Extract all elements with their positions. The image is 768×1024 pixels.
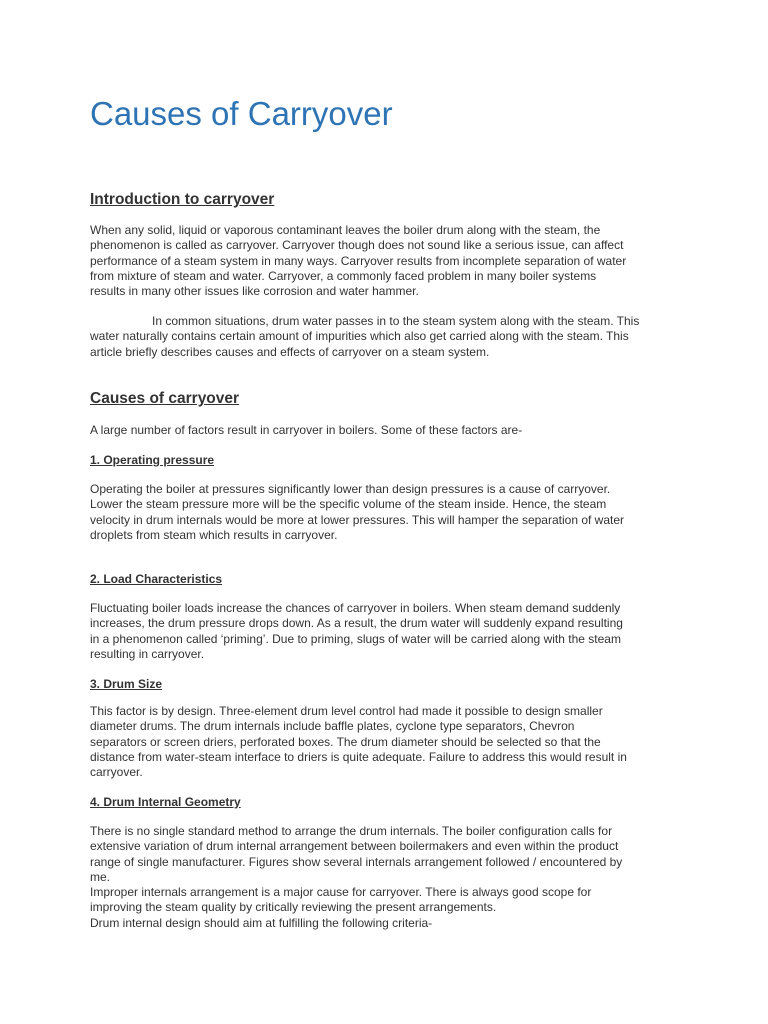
page-title: Causes of Carryover [90,95,393,132]
text-line: water naturally contains certain amount of impurities which also get carried along with the steam. This [90,329,629,344]
text-line: extensive variation of drum internal arrangement between boilermakers and even within the product [90,839,619,854]
text-line: velocity in drum internals would be more at lower pressures. This will hamper the separation of water [90,512,625,527]
text-line: There is no single standard method to arrange the drum internals. The boiler configuration calls for [90,824,613,838]
text-line: phenomenon is called as carryover. Carryover though does not sound like a serious issue, can affect [90,238,624,253]
section-4-paragraph [90,824,660,931]
text-line: article briefly describes causes and effects of carryover on a steam system. [90,344,490,359]
intro-heading: Introduction to carryover [90,191,275,208]
text-line: increases, the drum pressure drops down. As a result, the drum water will suddenly expand resulting [90,616,623,631]
text-line: In common situations, drum water passes in to the steam system along with the steam. This [152,314,640,328]
section-3-paragraph [90,704,660,780]
text-line: Drum internal design should aim at fulfilling the following criteria- [90,915,433,930]
section-1-heading: 1. Operating pressure [90,453,215,467]
text-line: in a phenomenon called ‘priming’. Due to priming, slugs of water will be carried along with the steam [90,631,621,646]
section-2-heading: 2. Load Characteristics [90,572,223,586]
text-line: Improper internals arrangement is a major cause for carryover. There is always good scope for [90,885,592,900]
section-1-paragraph [90,482,660,543]
text-line: A large number of factors result in carryover in boilers. Some of these factors are- [90,423,523,437]
text-line: distance from water-steam interface to driers is quite adequate. Failure to address this would result in [90,749,627,764]
intro-paragraph-2 [90,314,660,360]
section-4-heading: 4. Drum Internal Geometry [90,795,241,809]
text-line: Operating the boiler at pressures significantly lower than design pressures is a cause of carryover. [90,482,611,496]
text-line: range of single manufacturer. Figures show several internals arrangement followed / encountered by [90,854,623,869]
text-line: improving the steam quality by critically reviewing the present arrangements. [90,900,497,915]
text-line: me. [90,869,111,884]
text-line: Lower the steam pressure more will be the specific volume of the steam inside. Hence, the steam [90,497,607,512]
text-line: diameter drums. The drum internals include baffle plates, cyclone type separators, Chevron [90,719,575,734]
causes-lead [90,423,660,438]
text-line: When any solid, liquid or vaporous contaminant leaves the boiler drum along with the steam, the [90,223,601,237]
text-line: results in many other issues like corrosion and water hammer. [90,284,419,299]
text-line: from mixture of steam and water. Carryover, a commonly faced problem in many boiler systems [90,268,597,283]
text-line: resulting in carryover. [90,646,205,661]
section-2-paragraph [90,601,660,662]
text-line: Fluctuating boiler loads increase the chances of carryover in boilers. When steam demand suddenly [90,601,621,615]
text-line: separators or screen driers, perforated boxes. The drum diameter should be selected so that the [90,734,601,749]
text-line: performance of a steam system in many ways. Carryover results from incomplete separation of water [90,253,627,268]
text-line: This factor is by design. Three-element drum level control had made it possible to design smaller [90,704,603,718]
text-line: carryover. [90,765,143,780]
causes-heading: Causes of carryover [90,390,240,407]
intro-paragraph-1 [90,223,660,299]
section-3-heading: 3. Drum Size [90,677,163,691]
text-line: droplets from steam which results in carryover. [90,527,338,542]
